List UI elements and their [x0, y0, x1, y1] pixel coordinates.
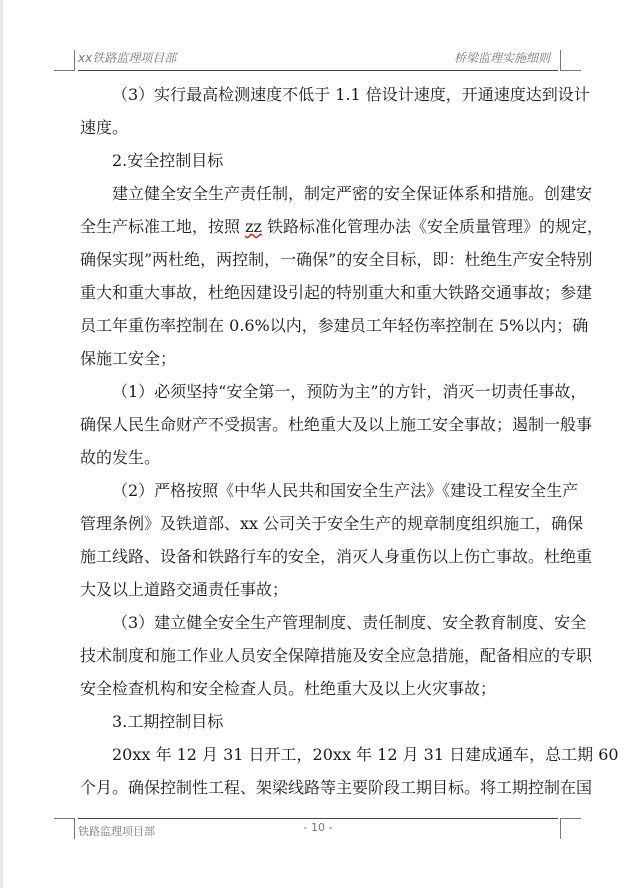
page-edge	[0, 0, 3, 888]
body-line: 建立健全安全生产责任制，制定严密的安全保证体系和措施。创建安	[112, 184, 593, 203]
body-line: 故的发生。	[80, 448, 161, 467]
body-line: 重大和重大事故，杜绝因建设引起的特别重大和重大铁路交通事故；参建	[80, 283, 593, 302]
section-heading: 2.安全控制目标	[112, 151, 224, 170]
spellcheck-marker: zz	[245, 217, 262, 236]
body-line: （1）必须坚持“安全第一，预防为主”的方针，消灭一切责任事故，	[112, 382, 587, 401]
body-line: （3）实行最高检测速度不低于 1.1 倍设计速度，开通速度达到设计	[112, 85, 590, 104]
body-line: （2）严格按照《中华人民共和国安全生产法》《建设工程安全生产	[112, 481, 579, 500]
crop-mark-bottom-left	[54, 818, 75, 839]
body-line: 确保人民生命财产不受损害。杜绝重大及以上施工安全事故；遏制一般事	[80, 415, 593, 434]
body-line: （3）建立健全安全生产管理制度、责任制度、安全教育制度、安全	[112, 613, 587, 632]
body-line: 施工线路、设备和铁路行车的安全，消灭人身重伤以上伤亡事故。杜绝重	[80, 547, 593, 566]
page-number: - 10 -	[303, 821, 333, 834]
body-line: 确保实现”两杜绝，两控制，一确保”的安全目标，即：杜绝生产安全特别	[80, 250, 593, 269]
body-line: 安全检查机构和安全检查人员。杜绝重大及以上火灾事故；	[80, 679, 497, 698]
header-left-text: xx铁路监理项目部	[78, 51, 177, 65]
document-body	[80, 78, 619, 804]
section-heading: 3.工期控制目标	[112, 712, 224, 731]
body-line-with-spellcheck: 全生产标准工地，按照 zz 铁路标准化管理办法《安全质量管理》的规定，	[80, 217, 604, 236]
body-line: 员工年重伤率控制在 0.6%以内，参建员工年轻伤率控制在 5%以内；确	[80, 316, 589, 335]
page-header	[78, 46, 558, 71]
footer-left-text: 铁路监理项目部	[78, 825, 155, 838]
header-right-text: 桥梁监理实施细则	[453, 51, 550, 65]
body-line: 速度。	[80, 118, 129, 137]
body-line: 大及以上道路交通责任事故；	[80, 580, 289, 599]
body-line: 管理条例》及铁道部、xx 公司关于安全生产的规章制度组织施工，确保	[80, 514, 584, 533]
body-line: 20xx 年 12 月 31 日开工，20xx 年 12 月 31 日建成通车，总工期 60	[112, 745, 619, 764]
crop-mark-top-right	[560, 50, 581, 71]
body-line: 技术制度和施工作业人员安全保障措施及安全应急措施，配备相应的专职	[80, 646, 593, 665]
page-footer	[78, 818, 558, 839]
crop-mark-bottom-right	[560, 818, 581, 839]
body-line: 个月。确保控制性工程、架梁线路等主要阶段工期目标。将工期控制在国	[80, 778, 593, 797]
body-line: 保施工安全；	[80, 349, 177, 368]
crop-mark-top-left	[54, 50, 75, 71]
